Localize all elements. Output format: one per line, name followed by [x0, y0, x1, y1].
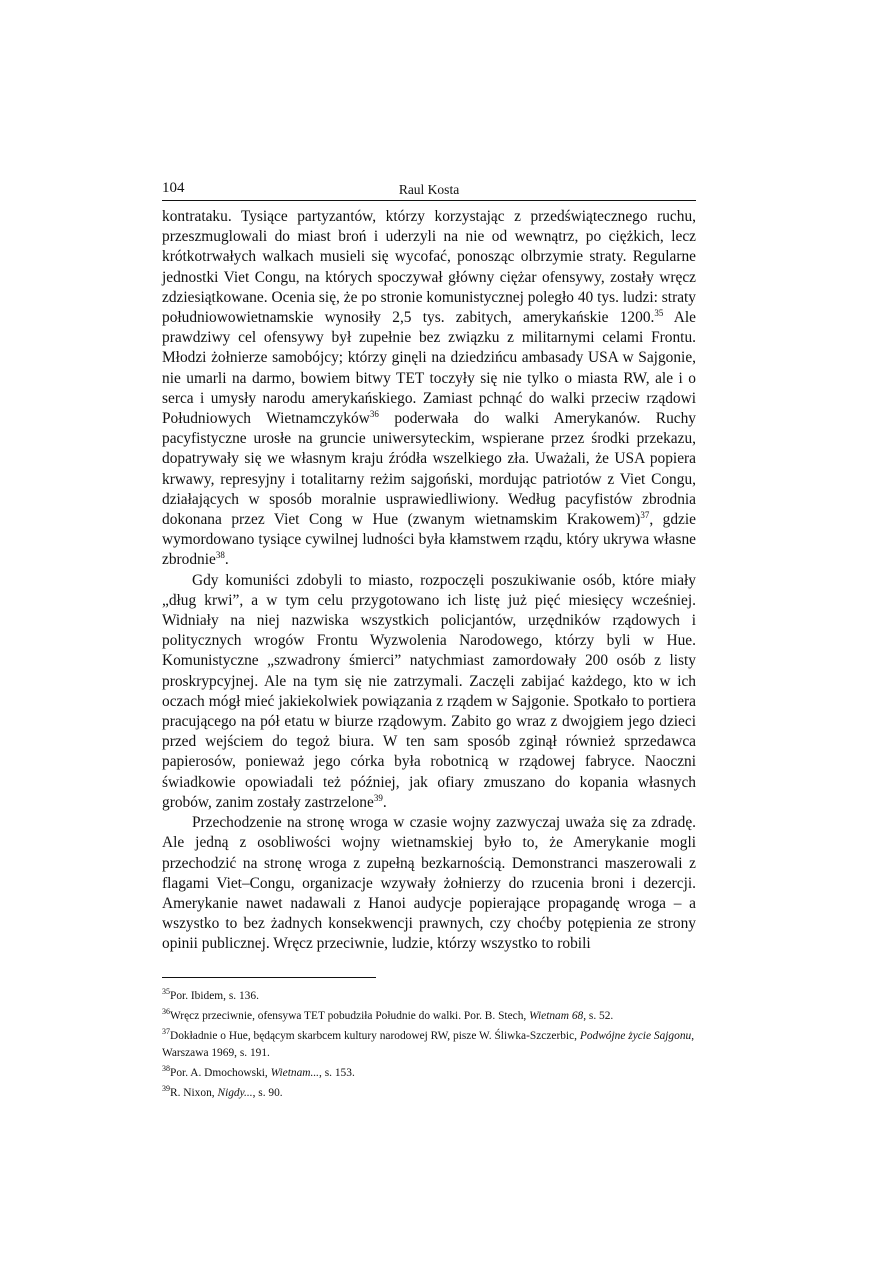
- paragraph: [162, 813, 696, 954]
- text-segment: poderwała do walki Amerykanów. Ruchy pacyfistyczne urosłe na gruncie uniwersyteckim, wspierane przez środki przekazu, dopatrywały się we własnym kraju źródła wszelkiego zła. Uważali, że USA popiera krwawy, represyjny i totalitarny reżim sajgoński, mordując patriotów z Viet Congu, działających w sposób moralnie usprawiedliwiony. Według pacyfistów zbrodnia dokonana przez Viet Cong w Hue (zwanym wietnamskim Krakowem): [162, 410, 696, 529]
- footnote-number: 39: [162, 1083, 170, 1093]
- footnote-text: , s. 90.: [252, 1086, 283, 1099]
- page-header: [162, 178, 696, 201]
- footnote-text: Por. A. Dmochowski,: [170, 1066, 271, 1079]
- paragraph: [162, 571, 696, 813]
- footnote-number: 35: [162, 986, 170, 996]
- footnotes: [162, 988, 696, 1102]
- text-segment: kontrataku. Tysiące partyzantów, którzy korzystając z przedświątecznego ruchu, przeszmuglowali do miast broń i uderzyli na nie od wewnątrz, po ciężkich, lecz krótkotrwałych walkach musieli się wycofać, ponosząc olbrzymie straty. Regularne jednostki Viet Congu, na których spoczywał główny ciężar ofensywy, zostały wręcz zdziesiątkowane. Ocenia się, że po stronie komunistycznej poległo 40 tys. ludzi: straty południowowietnamskie wynosiły 2,5 tys. zabitych, amerykańskie 1200.: [162, 208, 696, 327]
- text-segment: Gdy komuniści zdobyli to miasto, rozpoczęli poszukiwanie osób, które miały „dług krwi”, a w tym celu przygotowano ich listę już pięć miesięcy wcześniej. Widniały na niej nazwiska wszystkich policjantów, urzędników rządowych i politycznych wrogów Frontu Wyzwolenia Narodowego, którzy byli w Hue. Komunistyczne „szwadrony śmierci” natychmiast zamordowały 200 osób z listy proskrypcyjnej. Ale na tym się nie zatrzymali. Zaczęli zabijać każdego, kto w ich oczach mógł mieć jakiekolwiek powiązania z rządem w Sajgonie. Spotkało to portiera pracującego na pół etatu w biurze rządowym. Zabito go wraz z dwojgiem jego dzieci przed wejściem do tegoż biura. W ten sam sposób zginął również sprzedawca papierosów, ponieważ jego córka była robotnicą w rządowej fabryce. Naoczni świadkowie opowiadali też później, jak ofiary zmuszano do kopania własnych grobów, zanim zostały zastrzelone: [162, 571, 696, 811]
- running-title: Raul Kosta: [398, 182, 460, 197]
- footnote-title: Wietnam...: [270, 1066, 320, 1079]
- footnote-number: 36: [162, 1006, 170, 1016]
- footnote-text: , Warszawa 1969, s. 191.: [162, 1029, 695, 1059]
- footnote-title: Podwójne życie Sajgonu: [579, 1029, 692, 1042]
- footnote-text: , s. 153.: [319, 1066, 355, 1079]
- footnote-text: , s. 52.: [583, 1009, 614, 1022]
- footnote: [162, 1065, 696, 1082]
- footnote: [162, 988, 696, 1005]
- text-segment: .: [224, 551, 229, 569]
- book-page: [162, 178, 696, 1105]
- footnote-number: 37: [162, 1026, 170, 1036]
- footnote-marker[interactable]: 37: [640, 510, 650, 521]
- footnote-marker[interactable]: 38: [215, 550, 225, 561]
- page-number: 104: [162, 180, 185, 196]
- text-segment: Przechodzenie na stronę wroga w czasie wojny zazwyczaj uważa się za zdradę. Ale jedną z osobliwości wojny wietnamskiej było to, że Amerykanie mogli przechodzić na stronę wroga z zupełną bezkarnością. Demonstranci maszerowali z flagami Viet–Congu, organizacje wzywały żołnierzy do rzucenia broni i dezercji. Amerykanie nawet nadawali z Hanoi audycje popierające propagandę wroga – a wszystko to bez żadnych konsekwencji prawnych, czy choćby potępienia ze strony opinii publicznej. Wręcz przeciwnie, ludzie, którzy wszystko to robili: [162, 814, 696, 953]
- text-segment: Ale prawdziwy cel ofensywy był zupełnie bez związku z militarnymi celami Frontu. Młodzi żołnierze samobójcy; którzy ginęli na dziedzińcu ambasady USA w Sajgonie, nie umarli na darmo, bowiem bitwy TET toczyły się nie tylko o miasta RW, ale i o serca i umysły narodu amerykańskiego. Zamiast pchnąć do walki przeciw rządowi Południowych Wietnamczyków: [162, 309, 696, 428]
- footnote: [162, 1028, 696, 1062]
- footnote-text: R. Nixon,: [170, 1086, 218, 1099]
- footnote-marker[interactable]: 39: [373, 792, 383, 803]
- text-segment: , gdzie wymordowano tysiące cywilnej ludności była kłamstwem rządu, który ukrywa własne zbrodnie: [162, 511, 696, 569]
- footnote-text: Wręcz przeciwnie, ofensywa TET pobudziła Południe do walki. Por. B. Stech,: [170, 1009, 530, 1022]
- footnote-text: Por. Ibidem, s. 136.: [170, 989, 259, 1002]
- footnote-title: Nigdy...: [217, 1086, 253, 1099]
- footnote: [162, 1008, 696, 1025]
- body-text: [162, 207, 696, 955]
- footnote-number: 38: [162, 1063, 170, 1073]
- footnote-text: Dokładnie o Hue, będącym skarbcem kultury narodowej RW, pisze W. Śliwka-Szczerbic,: [170, 1029, 580, 1042]
- footnote-marker[interactable]: 35: [654, 308, 664, 319]
- footnote-separator: [162, 977, 376, 978]
- footnote: [162, 1085, 696, 1102]
- text-segment: .: [382, 793, 387, 811]
- paragraph: [162, 207, 696, 571]
- footnote-marker[interactable]: 36: [369, 409, 379, 420]
- footnote-title: Wietnam 68: [529, 1009, 584, 1022]
